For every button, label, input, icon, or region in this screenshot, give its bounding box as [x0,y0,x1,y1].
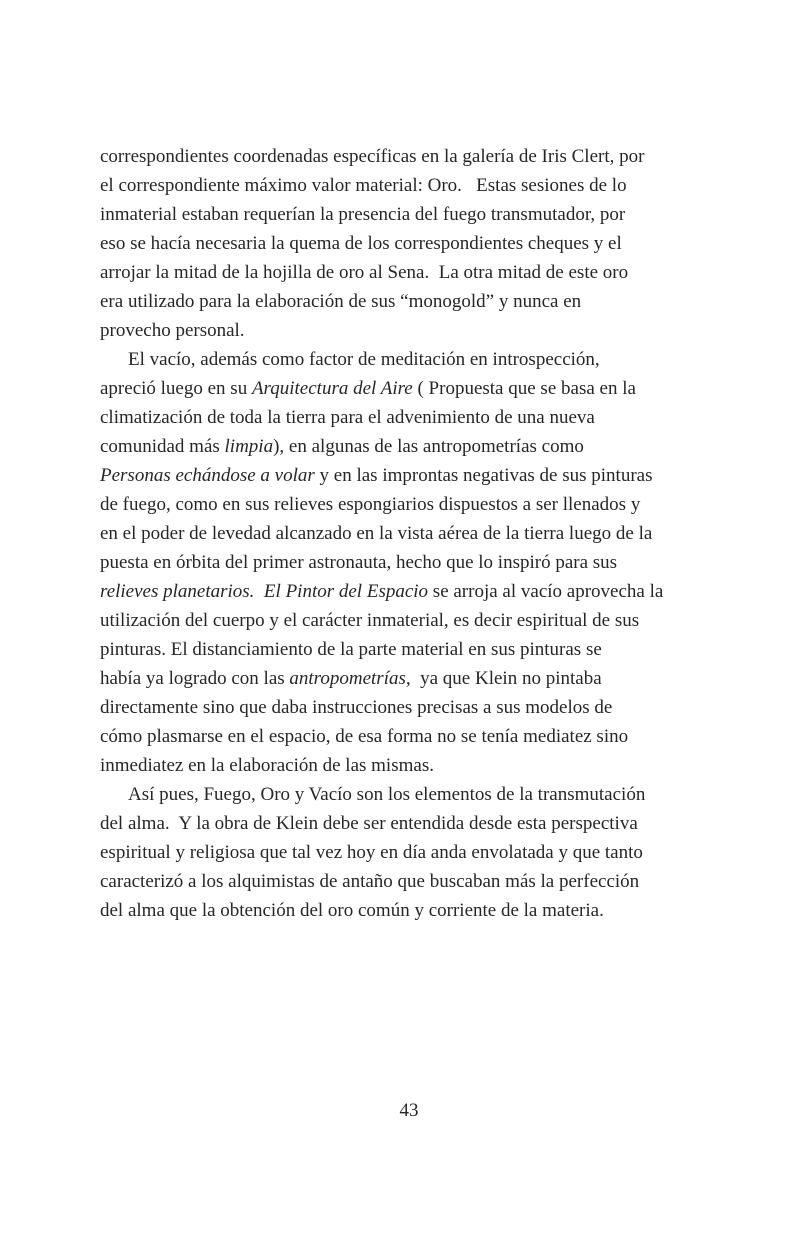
text-line [100,606,718,635]
italic-text-run: antropometrías, [289,668,411,689]
text-line [100,751,718,780]
text-line [100,809,718,838]
text-run: cómo plasmarse en el espacio, de esa forma no se tenía mediatez sino [100,726,629,747]
text-run: El vacío, además como factor de meditación en introspección, [128,349,600,370]
text-run: ), en algunas de las antropometrías como [273,436,584,457]
text-line [100,229,718,258]
text-line [100,867,718,896]
text-run: utilización del cuerpo y el carácter inmaterial, es decir espiritual de sus [100,610,640,631]
text-line [100,780,718,809]
text-run: ya que Klein no pintaba [410,668,602,689]
italic-text-run: limpia [224,436,274,457]
text-run: había ya logrado con las [100,668,290,689]
text-run: puesta en órbita del primer astronauta, hecho que lo inspiró para sus [100,552,618,573]
text-line [100,490,718,519]
text-line [100,664,718,693]
text-run: Así pues, Fuego, Oro y Vacío son los elementos de la transmutación [128,784,646,805]
text-line [100,200,718,229]
text-line [100,577,718,606]
text-run: espiritual y religiosa que tal vez hoy en día anda envolatada y que tanto [100,842,643,863]
text-line [100,345,718,374]
text-line [100,316,718,345]
text-line [100,171,718,200]
text-run: eso se hacía necesaria la quema de los correspondientes cheques y el [100,233,622,254]
italic-text-run: Personas echándose a volar [100,465,315,486]
text-block [100,142,718,925]
italic-text-run: Arquitectura del Aire [251,378,413,399]
text-run: provecho personal. [100,320,245,341]
text-run: ( Propuesta que se basa en la [412,378,636,399]
text-line [100,142,718,171]
text-run: arrojar la mitad de la hojilla de oro al Sena. La otra mitad de este oro [100,262,629,283]
text-run: apreció luego en su [100,378,252,399]
text-run: el correspondiente máximo valor material: Oro. Estas sesiones de lo [100,175,627,196]
text-run: del alma que la obtención del oro común y corriente de la materia. [100,900,604,921]
text-run: correspondientes coordenadas específicas en la galería de Iris Clert, por [100,146,645,167]
text-run: se arroja al vacío aprovecha la [428,581,664,602]
text-line [100,461,718,490]
text-line [100,635,718,664]
text-line [100,374,718,403]
text-line [100,722,718,751]
text-run: en el poder de levedad alcanzado en la vista aérea de la tierra luego de la [100,523,653,544]
text-line [100,287,718,316]
text-line [100,693,718,722]
text-line [100,896,718,925]
text-run: del alma. Y la obra de Klein debe ser entendida desde esta perspectiva [100,813,638,834]
text-run: comunidad más [100,436,225,457]
text-run: pinturas. El distanciamiento de la parte material en sus pinturas se [100,639,602,660]
text-line [100,838,718,867]
text-run: directamente sino que daba instrucciones precisas a sus modelos de [100,697,613,718]
text-run: y en las improntas negativas de sus pinturas [314,465,653,486]
text-line [100,519,718,548]
text-line [100,258,718,287]
text-run: inmediatez en la elaboración de las mismas. [100,755,434,776]
text-run: de fuego, como en sus relieves espongiarios dispuestos a ser llenados y [100,494,641,515]
text-run: climatización de toda la tierra para el advenimiento de una nueva [100,407,595,428]
italic-text-run: relieves planetarios. El Pintor del Espacio [100,581,429,602]
page-number: 43 [399,1100,419,1121]
text-line [100,403,718,432]
text-line [100,548,718,577]
text-run: caracterizó a los alquimistas de antaño que buscaban más la perfección [100,871,640,892]
text-run: era utilizado para la elaboración de sus “monogold” y nunca en [100,291,582,312]
text-line [100,432,718,461]
text-run: inmaterial estaban requerían la presencia del fuego transmutador, por [100,204,626,225]
